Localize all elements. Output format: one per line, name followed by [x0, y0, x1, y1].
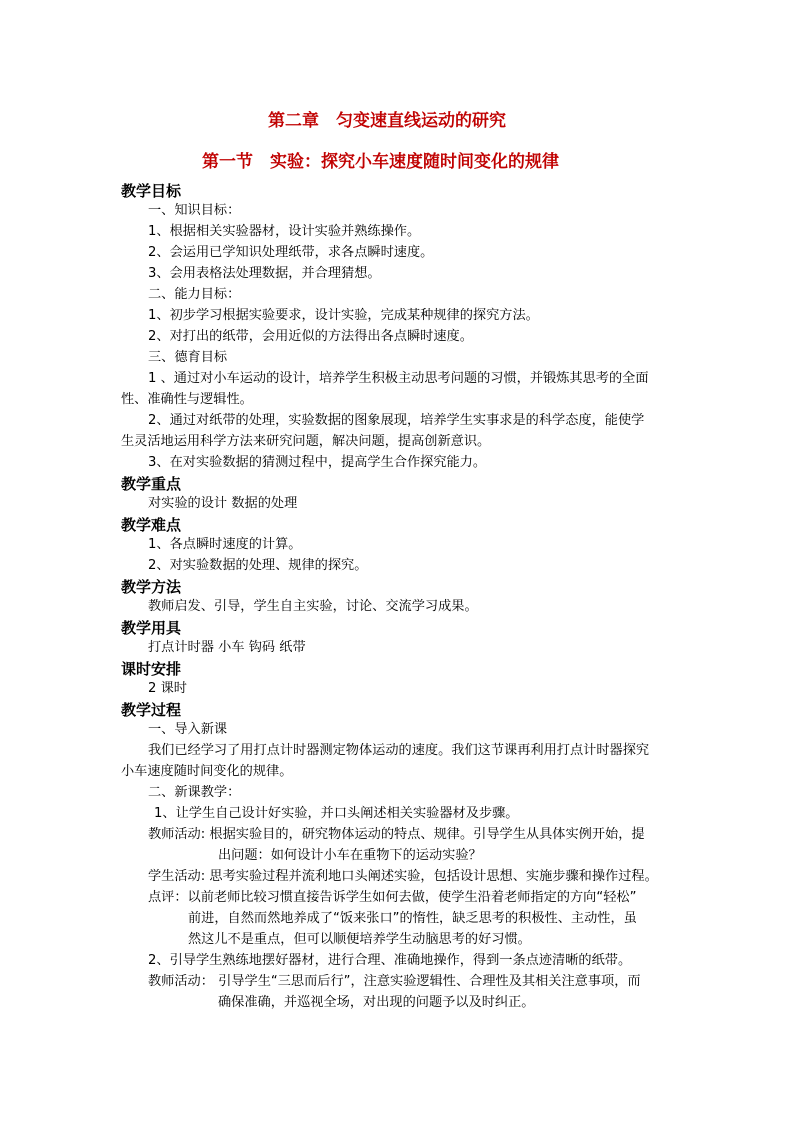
teacher-activity-1: 教师活动: 根据实验目的，研究物体运动的特点、规律。引导学生从具体实例开始，提 — [148, 827, 645, 842]
key-points-heading: 教学重点 — [121, 475, 182, 493]
student-activity-1: 学生活动: 思考实验过程并流利地口头阐述实验，包括设计思想、实施步骤和操作过程。 — [148, 869, 658, 884]
difficulty-item: 1、各点瞬时速度的计算。 — [148, 537, 302, 552]
step-1: 1、让学生自己设计好实验，并口头阐述相关实验器材及步骤。 — [154, 806, 519, 821]
key-points-text: 对实验的设计 数据的处理 — [148, 496, 298, 511]
difficulty-item: 2、对实验数据的处理、规律的探究。 — [148, 558, 368, 573]
knowledge-goals-label: 一、知识目标： — [148, 203, 241, 218]
comment: 点评：以前老师比较习惯直接告诉学生如何去做，使学生沿着老师指定的方向“轻松” — [148, 890, 637, 905]
schedule-heading: 课时安排 — [121, 660, 182, 678]
methods-text: 教师启发、引导，学生自主实验，讨论、交流学习成果。 — [148, 599, 478, 614]
tools-heading: 教学用具 — [121, 619, 182, 637]
moral-goal-item: 1 、通过对小车运动的设计，培养学生积极主动思考问题的习惯，并锻炼其思考的全面 — [148, 371, 649, 386]
teacher-activity-2-cont: 确保准确，并巡视全场，对出现的问题予以及时纠正。 — [218, 995, 535, 1010]
goals-heading: 教学目标 — [121, 182, 182, 200]
ability-goal-item: 1、初步学习根据实验要求，设计实验，完成某种规律的探究方法。 — [148, 308, 539, 323]
tools-text: 打点计时器 小车 钩码 纸带 — [148, 640, 306, 655]
new-lesson-label: 二、新课教学： — [148, 785, 241, 800]
intro-text: 我们已经学习了用打点计时器测定物体运动的速度。我们这节课再利用打点计时器探究 — [148, 743, 650, 758]
comment-cont: 然这儿不是重点，但可以顺便培养学生动脑思考的好习惯。 — [188, 932, 531, 947]
intro-text: 小车速度随时间变化的规律。 — [121, 764, 293, 779]
knowledge-goal-item: 3、会用表格法处理数据，并合理猜想。 — [148, 266, 381, 281]
process-heading: 教学过程 — [121, 701, 182, 719]
moral-goal-item: 3、在对实验数据的猜测过程中，提高学生合作探究能力。 — [148, 455, 487, 470]
moral-goal-item: 2、通过对纸带的处理，实验数据的图象展现，培养学生实事求是的科学态度，能使学 — [148, 413, 645, 428]
knowledge-goal-item: 1、根据相关实验器材，设计实验并熟练操作。 — [148, 224, 421, 239]
methods-heading: 教学方法 — [121, 578, 182, 596]
step-2: 2、引导学生熟练地摆好器材，进行合理、准确地操作，得到一条点迹清晰的纸带。 — [148, 953, 632, 968]
difficulties-heading: 教学难点 — [121, 516, 182, 534]
teacher-activity-1-cont: 出问题：如何设计小车在重物下的运动实验？ — [218, 848, 482, 863]
moral-goal-item: 性、准确性与逻辑性。 — [121, 392, 253, 407]
moral-goals-label: 三、德育目标 — [148, 350, 228, 365]
chapter-title: 第二章 匀变速直线运动的研究 — [268, 111, 506, 131]
ability-goals-label: 二、能力目标： — [148, 287, 241, 302]
moral-goal-item: 生灵活地运用科学方法来研究问题，解决问题，提高创新意识。 — [121, 434, 491, 449]
schedule-text: 2 课时 — [148, 681, 187, 696]
section-title: 第一节 实验：探究小车速度随时间变化的规律 — [202, 152, 559, 172]
teacher-activity-2: 教师活动： 引导学生“三思而后行”，注意实验逻辑性、合理性及其相关注意事项，而 — [148, 974, 641, 989]
comment-cont: 前进，自然而然地养成了“饭来张口”的惰性，缺乏思考的积极性、主动性，虽 — [188, 911, 637, 926]
intro-label: 一、导入新课 — [148, 722, 228, 737]
knowledge-goal-item: 2、会运用已学知识处理纸带，求各点瞬时速度。 — [148, 245, 434, 260]
ability-goal-item: 2、对打出的纸带，会用近似的方法得出各点瞬时速度。 — [148, 329, 473, 344]
